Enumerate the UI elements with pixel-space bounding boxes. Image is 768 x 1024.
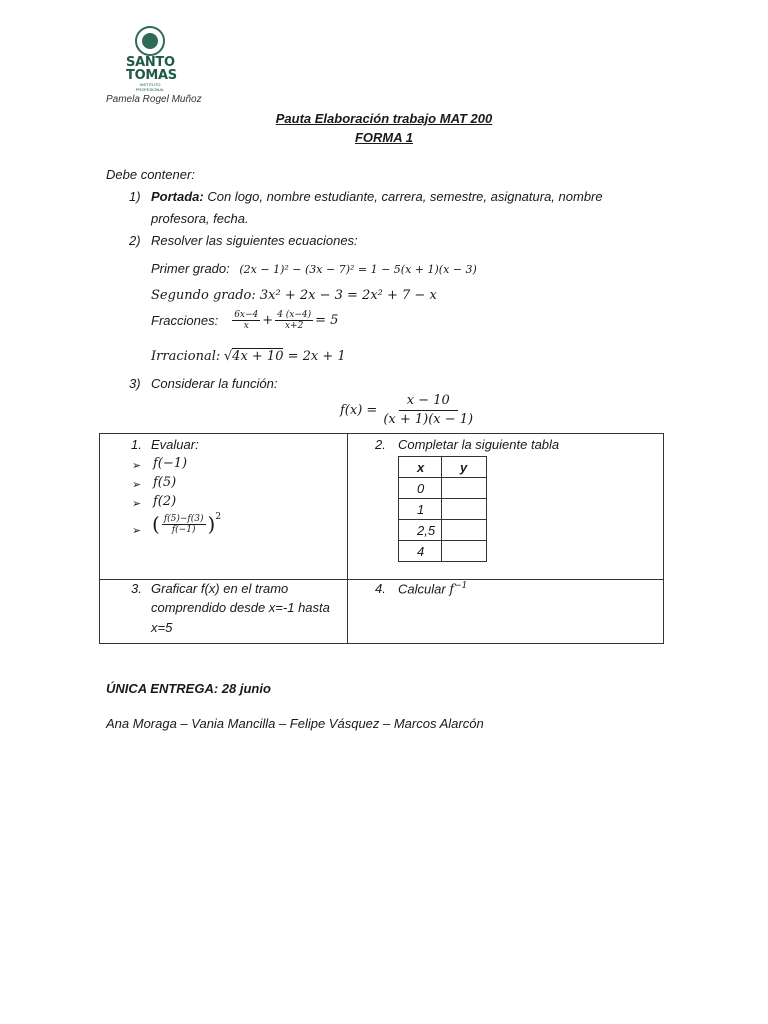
function-lhs: f(x) = (340, 403, 378, 418)
table-row: 1 (399, 499, 487, 520)
logo-subtext: INSTITUTO PROFESIONAL (135, 82, 165, 92)
function-numerator: x − 10 (399, 392, 458, 411)
equation-first-degree (151, 261, 477, 276)
item-consider-function: Considerar la función: (151, 376, 278, 391)
table-header-y: y (442, 457, 487, 478)
arrow-bullet-icon: ➢ (132, 525, 142, 537)
team-members: Ana Moraga – Vania Mancilla – Felipe Vásquez – Marcos Alarcón (106, 716, 484, 731)
document-subtitle: FORMA 1 (354, 130, 414, 145)
value-table (398, 456, 487, 562)
table-title: Completar la siguiente tabla (398, 437, 560, 452)
fraction-2: $\frac{4 (x-4)}{x+2}$ (277, 310, 312, 331)
fraction-1: $\frac{6x-4}{x}$ (234, 310, 259, 331)
author-name: Pamela Rogel Muñoz (106, 94, 202, 105)
item-number: 2) (129, 233, 141, 248)
delivery-date: ÚNICA ENTREGA: 28 junio (106, 681, 271, 696)
arrow-bullet-icon: ➢ (132, 460, 142, 472)
table-row: 4 (399, 541, 487, 562)
graph-line: x=5 (151, 620, 173, 635)
logo (126, 26, 177, 92)
item-cover (151, 189, 603, 204)
table-cell-empty[interactable] (442, 499, 487, 520)
item-number: 1) (129, 189, 141, 204)
function-fraction (381, 392, 475, 429)
fraction-rhs: = 5 (315, 313, 339, 328)
evaluate-point: f(2) (153, 494, 177, 509)
graph-line: comprendido desde x=-1 hasta (151, 600, 330, 615)
function-denominator: (x + 1)(x − 1) (383, 412, 474, 427)
document-title: Pauta Elaboración trabajo MAT 200 (275, 111, 493, 126)
plus-sign: + (262, 313, 274, 328)
equation-second-degree (151, 287, 437, 303)
first-degree-equation: (2x − 1)² − (3x − 7)² = 1 − 5(x + 1)(x − 3) (239, 263, 477, 276)
irrational-rhs: = 2x + 1 (283, 349, 346, 364)
fractions-label: Fracciones: (151, 313, 219, 328)
table-row: 2,5 (399, 520, 487, 541)
arrow-bullet-icon: ➢ (132, 479, 142, 491)
inverse-title: Calcular (398, 581, 450, 597)
cover-text: Con logo, nombre estudiante, carrera, semestre, asignatura, nombre (203, 189, 603, 204)
item-solve-equations: Resolver las siguientes ecuaciones: (151, 233, 358, 248)
task-number: 4. (375, 581, 386, 596)
evaluate-point: f(−1) (153, 456, 188, 471)
task-number: 1. (131, 437, 142, 452)
table-header-x: x (399, 457, 442, 478)
function-definition (340, 392, 477, 429)
evaluate-expression: ( $\frac{f(5)-f(3)}{f(-1)}$ ) 2 (152, 512, 222, 536)
table-row: 0 (399, 478, 487, 499)
task-number: 2. (375, 437, 386, 452)
arrow-bullet-icon: ➢ (132, 498, 142, 510)
evaluate-point: f(5) (153, 475, 177, 490)
table-cell-empty[interactable] (442, 478, 487, 499)
inverse-exponent: −1 (454, 581, 468, 591)
task-number: 3. (131, 581, 142, 596)
seal-icon (135, 26, 165, 56)
second-degree-label: Segundo grado (151, 288, 252, 303)
cover-label: Portada: (151, 189, 204, 204)
table-cell-empty[interactable] (442, 541, 487, 562)
item-number: 3) (129, 376, 141, 391)
logo-text: SANTO TOMAS (126, 55, 177, 83)
irrational-label: Irracional: (151, 349, 221, 364)
equation-irrational (151, 348, 346, 364)
second-degree-equation: : 3x² + 2x − 3 = 2x² + 7 − x (251, 288, 437, 303)
equation-fractions (151, 310, 338, 331)
sqrt-icon: √ (223, 349, 233, 364)
evaluate-title: Evaluar: (151, 437, 199, 452)
radicand: 4x + 10 (232, 349, 284, 364)
table-cell-empty[interactable] (442, 520, 487, 541)
cover-text-continued: profesora, fecha. (151, 211, 249, 226)
first-degree-label: Primer grado: (151, 261, 230, 276)
intro-text: Debe contener: (106, 167, 195, 182)
inverse-symbol: f (449, 582, 455, 598)
graph-line: Graficar f(x) en el tramo (151, 581, 289, 596)
inverse-task (398, 581, 467, 597)
expression-exponent: 2 (215, 512, 222, 522)
